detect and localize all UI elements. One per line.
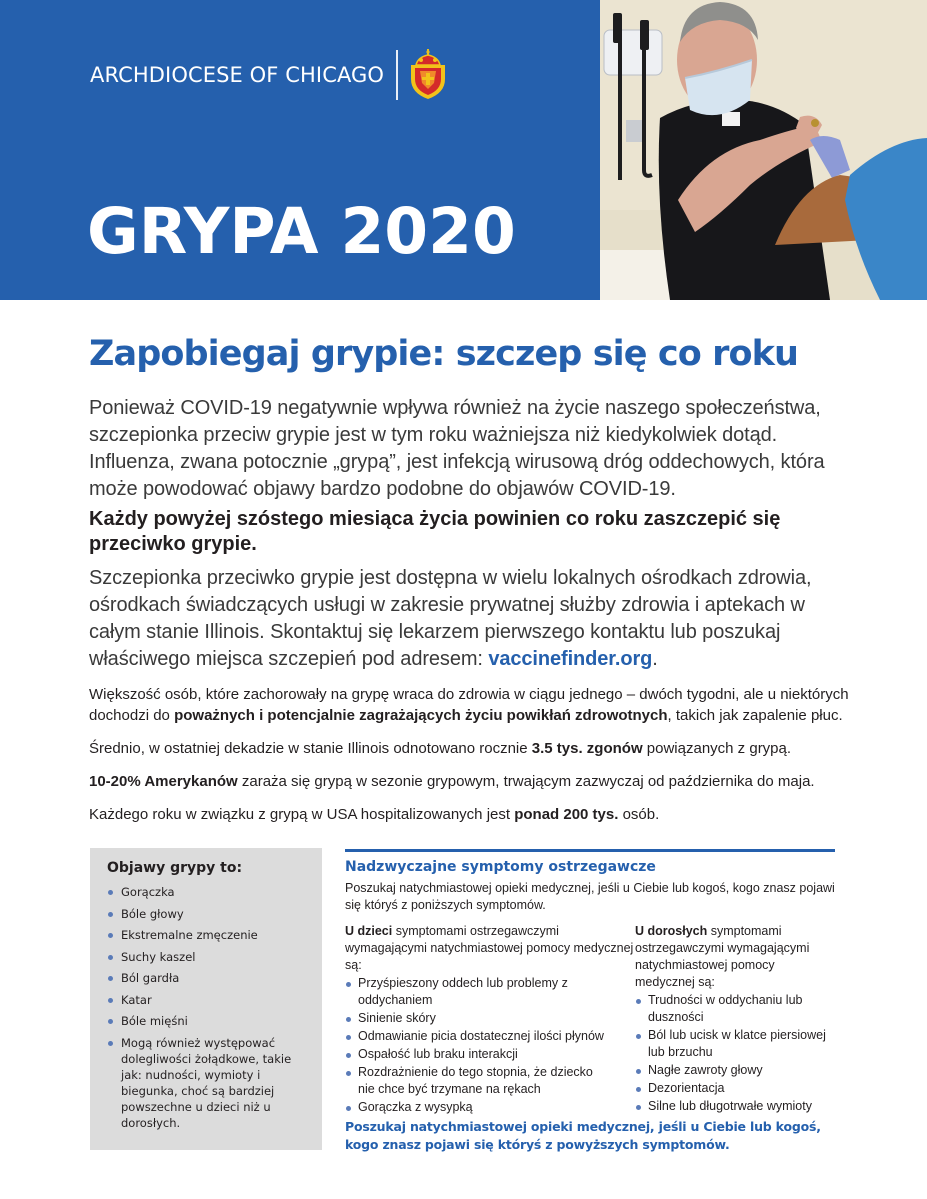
adults-symptom-item: Ból lub ucisk w klatce piersiowej lub brzuchu xyxy=(635,1027,835,1061)
symptom-item: Mogą również występować dolegliwości żołądkowe, takie jak: nudności, wymioty i biegunka, choć są bardziej powszechne u dzieci niż u dorosłych. xyxy=(107,1035,308,1131)
children-intro xyxy=(345,923,635,974)
symptom-item: Ekstremalne zmęczenie xyxy=(107,927,308,943)
fact-text: Średnio, w ostatniej dekadzie w stanie Illinois odnotowano rocznie xyxy=(89,740,532,757)
fact-text: zaraża się grypą w sezonie grypowym, trwającym zazwyczaj od października do maja. xyxy=(237,773,815,790)
fact-paragraph xyxy=(89,738,849,759)
facts-section xyxy=(89,684,849,837)
warning-title: Nadzwyczajne symptomy ostrzegawcze xyxy=(345,859,656,875)
children-intro-text: symptomami ostrzegawczymi wymagającymi natychmiastowej pomocy medycznej są: xyxy=(345,924,634,972)
fact-text: Większość osób, które zachorowały na grypę wraca do zdrowia w ciągu jednego – dwóch tygodni, ale u niektórych dochodzi do xyxy=(89,686,849,724)
fact-text: powiązanych z grypą. xyxy=(642,740,792,757)
symptoms-panel xyxy=(90,848,322,1150)
recommendation-heading: Każdy powyżej szóstego miesiąca życia powinien co roku zaszczepić się przeciwko grypie. xyxy=(89,508,781,555)
adults-symptom-item: Dezorientacja xyxy=(635,1080,835,1097)
adults-intro xyxy=(635,923,835,991)
adults-symptom-item: Trudności w oddychaniu lub duszności xyxy=(635,992,835,1026)
hero-banner xyxy=(0,0,927,300)
children-symptom-item: Rozdrażnienie do tego stopnia, że dziecko nie chce być trzymane na rękach xyxy=(345,1064,610,1098)
page-title: GRYPA 2020 xyxy=(87,195,516,268)
adults-symptom-item: Nagłe zawroty głowy xyxy=(635,1062,835,1079)
symptom-item: Katar xyxy=(107,992,308,1008)
fact-paragraph xyxy=(89,771,849,792)
fact-highlight: 3.5 tys. zgonów xyxy=(531,740,643,757)
symptom-item: Suchy kaszel xyxy=(107,949,308,965)
vaccination-photo xyxy=(600,0,927,300)
archdiocese-crest-icon xyxy=(408,49,448,101)
adults-symptoms-list xyxy=(635,992,835,1115)
symptom-item: Bóle mięśni xyxy=(107,1013,308,1029)
vaccinefinder-link[interactable]: vaccinefinder.org xyxy=(488,648,653,670)
children-column xyxy=(345,923,635,1117)
symptoms-list xyxy=(107,884,308,1131)
children-label: U dzieci xyxy=(345,924,393,938)
warning-columns xyxy=(345,923,835,1117)
fact-highlight: 10-20% Amerykanów xyxy=(89,773,238,790)
brand-divider xyxy=(396,50,398,100)
brand-lockup xyxy=(90,49,448,101)
adults-symptom-item: Silne lub długotrwałe wymioty xyxy=(635,1098,835,1115)
fact-paragraph xyxy=(89,804,849,825)
adults-column xyxy=(635,923,835,1117)
headline: Zapobiegaj grypie: szczep się co roku xyxy=(89,334,799,374)
intro-paragraph: Ponieważ COVID-19 negatywnie wpływa również na życie naszego społeczeństwa, szczepionka przeciw grypie jest w tym roku ważniejsza niż kiedykolwiek dotąd. Influenza, zwana potocznie „grypą”, jest infekcją wirusową dróg oddechowych, która może powodować objawy bardzo podobne do objawów COVID-19. xyxy=(89,397,825,500)
children-symptom-item: Przyśpieszony oddech lub problemy z oddychaniem xyxy=(345,975,570,1009)
section-rule xyxy=(345,849,835,852)
vaccination-illustration xyxy=(600,0,927,300)
children-symptom-item: Odmawianie picia dostatecznej ilości płynów xyxy=(345,1028,635,1045)
warning-footer: Poszukaj natychmiastowej opieki medycznej, jeśli u Ciebie lub kogoś, kogo znasz pojawi się któryś z powyższych symptomów. xyxy=(345,1119,821,1152)
fact-highlight: ponad 200 tys. xyxy=(514,806,619,823)
fact-highlight: poważnych i potencjalnie zagrażających życiu powikłań zdrowotnych xyxy=(174,707,668,724)
fact-paragraph xyxy=(89,684,849,726)
availability-end: . xyxy=(652,648,658,670)
symptom-item: Ból gardła xyxy=(107,970,308,986)
fact-text: osób. xyxy=(618,806,660,823)
organization-name: ARCHDIOCESE OF CHICAGO xyxy=(90,63,385,87)
adults-intro-text: symptomami ostrzegawczymi wymagającymi natychmiastowej pomocy medycznej są: xyxy=(635,924,810,989)
availability-text: Szczepionka przeciwko grypie jest dostępna w wielu lokalnych ośrodkach zdrowia, ośrodkach świadczących usługi w zakresie prywatnej służby zdrowia i aptekach w całym stanie Illinois. Skontaktuj się lekarzem pierwszego kontaktu lub poszukaj właściwego miejsca szczepień pod adresem: xyxy=(89,567,812,670)
fact-text: , takich jak zapalenie płuc. xyxy=(667,707,843,724)
children-symptom-item: Gorączka z wysypką xyxy=(345,1099,635,1116)
warning-signs-section xyxy=(345,849,835,1117)
fact-text: Każdego roku w związku z grypą w USA hospitalizowanych jest xyxy=(89,806,515,823)
symptoms-title: Objawy grypy to: xyxy=(107,860,243,876)
symptom-item: Gorączka xyxy=(107,884,308,900)
adults-label: U dorosłych xyxy=(635,924,708,938)
hero-blue-panel xyxy=(0,0,600,300)
availability-paragraph xyxy=(89,565,849,673)
symptom-item: Bóle głowy xyxy=(107,906,308,922)
children-symptoms-list xyxy=(345,975,635,1116)
children-symptom-item: Sinienie skóry xyxy=(345,1010,635,1027)
warning-intro: Poszukaj natychmiastowej opieki medycznej, jeśli u Ciebie lub kogoś, kogo znasz pojawi się któryś z poniższych symptomów. xyxy=(345,881,835,912)
children-symptom-item: Ospałość lub braku interakcji xyxy=(345,1046,635,1063)
